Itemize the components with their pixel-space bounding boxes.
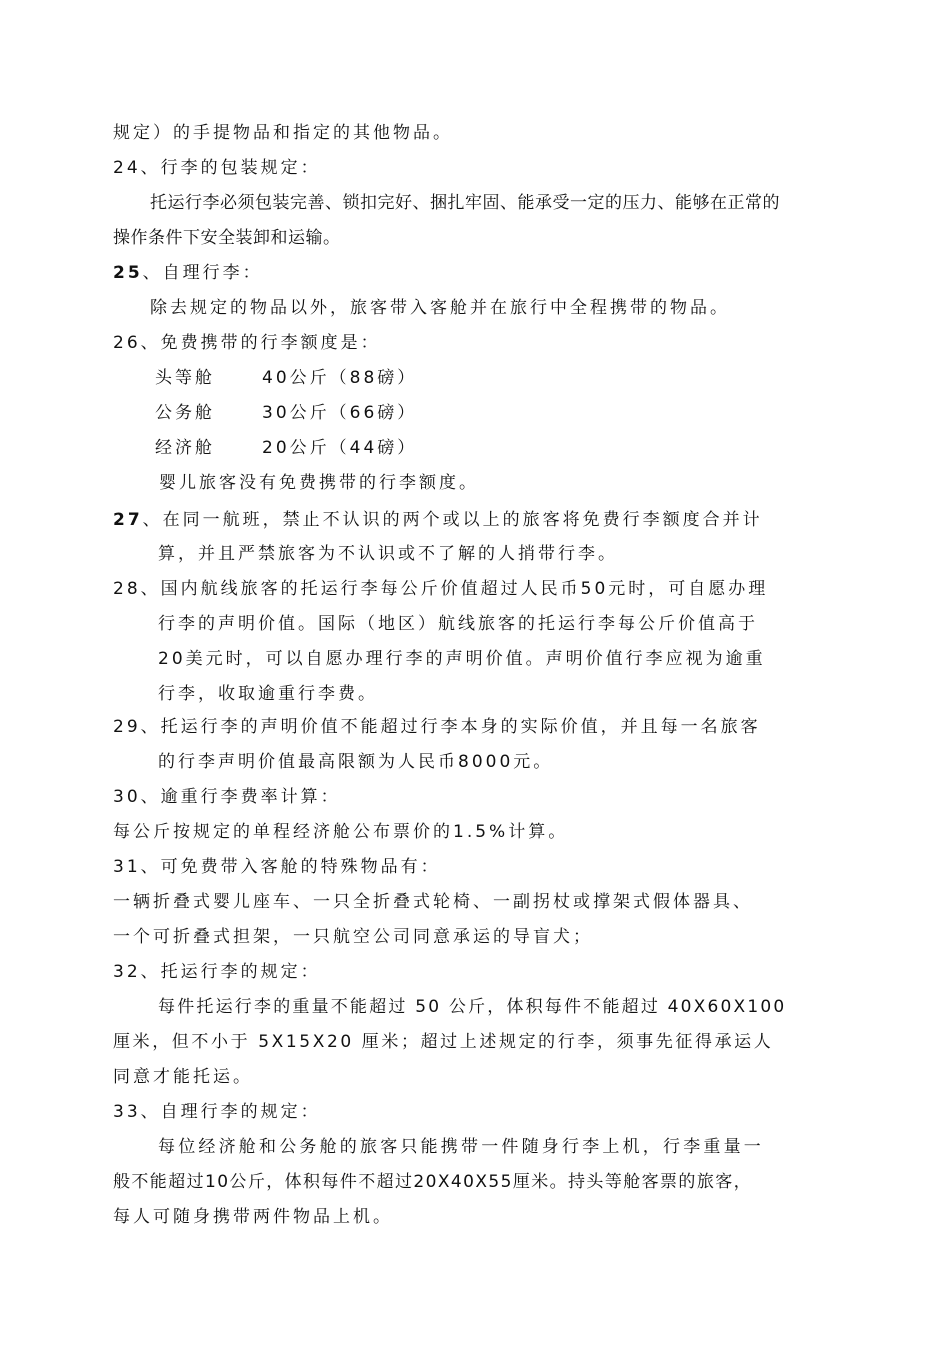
item-27-heading <box>113 509 763 531</box>
text-line: 一辆折叠式婴儿座车、一只全折叠式轮椅、一副拐杖或撑架式假体器具、 <box>113 892 753 912</box>
text-line: 般不能超过10公斤，体积每件不超过20X40X55厘米。持头等舱客票的旅客， <box>113 1172 753 1192</box>
cabin-class: 公务舱 <box>155 403 215 423</box>
text-line: 一个可折叠式担架，一只航空公司同意承运的导盲犬； <box>113 927 593 947</box>
allowance-value-business: 30公斤（66磅） <box>262 403 418 423</box>
allowance-value-first: 40公斤（88磅） <box>262 368 418 388</box>
item-26-heading: 26、免费携带的行李额度是： <box>113 333 381 353</box>
text-line: 的行李声明价值最高限额为人民币8000元。 <box>158 752 554 772</box>
item-number: 27 <box>113 510 143 530</box>
text-line: 规定）的手提物品和指定的其他物品。 <box>113 123 453 143</box>
text-line: 20美元时，可以自愿办理行李的声明价值。声明价值行李应视为逾重 <box>158 649 766 669</box>
item-heading-text: 、在同一航班，禁止不认识的两个或以上的旅客将免费行李额度合并计 <box>142 510 763 530</box>
text-line: 除去规定的物品以外，旅客带入客舱并在旅行中全程携带的物品。 <box>150 298 730 318</box>
item-32-heading: 32、托运行李的规定： <box>113 962 321 982</box>
text-line: 每件托运行李的重量不能超过 50 公斤，体积每件不能超过 40X60X100 <box>158 997 787 1017</box>
item-number: 25 <box>113 263 143 283</box>
cabin-class: 头等舱 <box>155 368 215 388</box>
allowance-value-economy: 20公斤（44磅） <box>262 438 418 458</box>
allowance-row-first <box>155 367 215 389</box>
item-28-text: 28、国内航线旅客的托运行李每公斤价值超过人民币50元时，可自愿办理 <box>113 579 769 599</box>
text-line: 每人可随身携带两件物品上机。 <box>113 1207 393 1227</box>
text-line: 行李，收取逾重行李费。 <box>158 684 378 704</box>
text-line: 行李的声明价值。国际（地区）航线旅客的托运行李每公斤价值高于 <box>158 614 758 634</box>
item-30-heading: 30、逾重行李费率计算： <box>113 787 341 807</box>
item-29-text: 29、托运行李的声明价值不能超过行李本身的实际价值，并且每一名旅客 <box>113 717 761 737</box>
allowance-row-business <box>155 402 215 424</box>
text-line: 托运行李必须包装完善、锁扣完好、捆扎牢固、能承受一定的压力、能够在正常的 <box>150 193 780 213</box>
text-line: 操作条件下安全装卸和运输。 <box>113 228 341 248</box>
text-line: 算，并且严禁旅客为不认识或不了解的人捎带行李。 <box>158 544 618 564</box>
text-line: 每公斤按规定的单程经济舱公布票价的1.5%计算。 <box>113 822 569 842</box>
allowance-row-economy <box>155 437 215 459</box>
item-33-heading: 33、自理行李的规定： <box>113 1102 321 1122</box>
cabin-class: 经济舱 <box>155 438 215 458</box>
item-25-heading <box>113 262 263 284</box>
text-line: 每位经济舱和公务舱的旅客只能携带一件随身行李上机，行李重量一 <box>158 1137 764 1157</box>
text-line: 同意才能托运。 <box>113 1067 253 1087</box>
item-31-heading: 31、可免费带入客舱的特殊物品有： <box>113 857 441 877</box>
item-24-heading: 24、行李的包装规定： <box>113 158 321 178</box>
item-heading-text: 、自理行李： <box>142 263 263 283</box>
text-line: 婴儿旅客没有免费携带的行李额度。 <box>159 473 479 493</box>
text-line: 厘米，但不小于 5X15X20 厘米；超过上述规定的行李，须事先征得承运人 <box>113 1032 774 1052</box>
